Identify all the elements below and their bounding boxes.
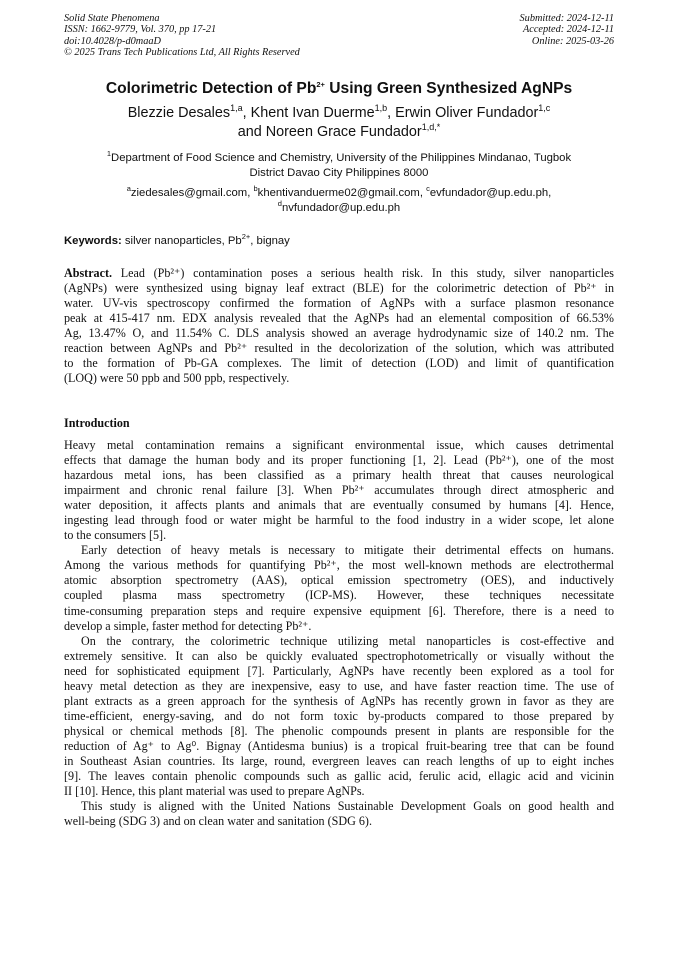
text-line: plant extracts as a green approach for the synthesis of AgNPs has recently grown in favor as they are — [64, 693, 614, 708]
accepted-date: Accepted: 2024-12-11 — [522, 24, 614, 36]
text-line: [9]. The leaves contain phenolic compounds such as gallic acid, ferulic acid, ellagic acid and vicinin — [64, 769, 614, 784]
paragraph-1 — [64, 438, 614, 543]
abstract-line: water. UV-vis spectroscopy confirmed the formation of AgNPs with a surface plasmon resonance — [64, 296, 614, 311]
paragraph-2 — [64, 543, 614, 633]
title-superscript: 2+ — [316, 79, 325, 89]
text-line: in Southeast Asian countries. Its large, round, evergreen leaves can reach lengths of up to eight inches — [64, 753, 614, 768]
text-line: On the contrary, the colorimetric technique utilizing metal nanoparticles is cost-effective and — [81, 633, 614, 648]
text-line: time-consuming preparation steps and require expensive equipment [6]. Therefore, there is a need to — [64, 603, 614, 618]
author-affil-marker: 1,a — [230, 103, 243, 114]
email-address[interactable]: nvfundador@up.edu.ph — [281, 201, 401, 214]
author-affil-marker: 1,d,* — [421, 122, 441, 133]
author-affil-marker: 1,c — [538, 103, 551, 114]
text-line: need for sophisticated equipment [7]. Particularly, AgNPs have recently been explored as a tool for — [64, 663, 614, 678]
author-emails — [0, 186, 678, 215]
abstract-line: (AgNPs) were synthesized using bignay leaf extract (BLE) for the colorimetric detection of Pb²⁺ in — [64, 281, 614, 296]
abstract-line: (LOQ) were 50 ppb and 500 ppb, respectively. — [64, 371, 290, 386]
affiliation-text: Department of Food Science and Chemistry, University of the Philippines Mindanao, Tugbok — [111, 152, 572, 164]
text-line: impairment and chronic renal failure [3]. When Pb²⁺ accumulates through direct atmospheric and — [64, 483, 614, 498]
abstract-label: Abstract. — [64, 266, 113, 280]
abstract-line: reaction between AgNPs and Pb²⁺ resulted in the decolorization of the solution, which was attributed — [64, 341, 614, 356]
paragraph-4 — [64, 799, 614, 829]
title-text: Colorimetric Detection of Pb — [105, 80, 317, 97]
keywords — [64, 232, 290, 247]
introduction-body — [64, 438, 614, 829]
submitted-date: Submitted: 2024-12-11 — [519, 13, 614, 24]
abstract — [64, 266, 614, 386]
text-line: coupled plasma mass spectrometry (ICP-MS). However, these techniques necessitate — [64, 588, 614, 603]
affiliation-line-1 — [0, 151, 678, 166]
text-line: Heavy metal contamination remains a significant environmental issue, which causes detrimental — [64, 438, 614, 452]
online-date: Online: 2025-03-26 — [531, 35, 614, 47]
journal-issn: ISSN: 1662-9779, Vol. 370, pp 17-21 — [64, 24, 217, 36]
text-line: ingesting lead through food or water might be harmful to the food industry in a wider scope, let alone — [64, 513, 614, 528]
author-affil-marker: 1,b — [374, 103, 388, 114]
text-line: Early detection of heavy metals is necessary to mitigate their detrimental effects on humans. — [81, 543, 614, 558]
paragraph-3 — [64, 634, 614, 800]
journal-name: Solid State Phenomena — [64, 13, 160, 24]
email-line-1 — [0, 186, 678, 201]
text-line: II [10]. Hence, this plant material was used to prepare AgNPs. — [64, 784, 365, 799]
email-address[interactable]: khentivanduerme02@gmail.com, — [257, 187, 427, 199]
author-separator: , — [387, 105, 396, 121]
email-marker: b — [253, 184, 258, 194]
journal-header-left — [64, 13, 300, 59]
author-name: Khent Ivan Duerme — [250, 105, 375, 121]
text-line: water deposition, it affects plants and animals that are eventually consumed by humans [4]. Hence, — [64, 498, 614, 513]
journal-header-right — [520, 13, 614, 47]
abstract-line: Ag, 13.47% O, and 11.54% C. DLS analysis showed an average hydrodynamic size of 140.2 nm. The — [64, 326, 614, 341]
keywords-label: Keywords: — [64, 235, 122, 247]
abstract-line: to the formation of Pb-GA complexes. The limit of detection (LOD) and limit of quantification — [64, 356, 614, 371]
affiliation-line-2: District Davao City Philippines 8000 — [249, 166, 429, 179]
keywords-superscript: 2+ — [241, 232, 251, 242]
author-name: Blezzie Desales — [127, 105, 231, 121]
text-line: reduction of Ag⁺ to Ag⁰. Bignay (Antidesma bunius) is a tropical fruit-bearing tree that can be found — [64, 738, 614, 753]
text-line: atomic absorption spectrometry (AAS), optical emission spectrometry (OES), and inductively — [64, 573, 614, 588]
author-separator: , — [242, 105, 251, 121]
text-line: physical or chemical methods [8]. The phenolic compounds present in plants are responsible for the — [64, 723, 614, 738]
text-line: This study is aligned with the United Nations Sustainable Development Goals on good health and — [81, 799, 614, 814]
author-line-2 — [0, 123, 678, 142]
author-name: Erwin Oliver Fundador — [395, 105, 539, 121]
text-line: hazardous metal ions, has been classified as a primary health threat that causes neurological — [64, 468, 614, 483]
abstract-line: peak at 415-417 nm. EDX analysis revealed that the AgNPs had an elemental composition of 66.53% — [64, 311, 614, 326]
text-line: to the consumers [5]. — [64, 528, 167, 543]
affiliation-marker: 1 — [106, 149, 112, 159]
paper-title — [0, 80, 678, 98]
email-marker: d — [277, 198, 282, 208]
journal-copyright: © 2025 Trans Tech Publications Ltd, All Rights Reserved — [64, 47, 300, 59]
abstract-line — [64, 266, 614, 281]
affiliation — [0, 151, 678, 180]
keywords-text: silver nanoparticles, Pb — [121, 235, 242, 247]
email-address[interactable]: ziedesales@gmail.com, — [130, 187, 254, 199]
email-marker: c — [426, 184, 430, 194]
journal-doi: doi:10.4028/p-d0maaD — [64, 35, 161, 47]
text-line: time-efficient, energy-saving, and do not form toxic by-products compared to those prepared by — [64, 708, 614, 723]
text-line: heavy metal detection as they are inexpensive, easy to use, and have faster reaction time. The use of — [64, 678, 614, 693]
abstract-text: Lead (Pb²⁺) contamination poses a serious health risk. In this study, silver nanoparticles — [112, 266, 614, 280]
email-marker: a — [126, 184, 131, 194]
email-line-2 — [0, 198, 678, 216]
text-line: effects that damage the human body and its proper functioning [1, 2]. Lead (Pb²⁺), one of the most — [64, 453, 614, 468]
author-list — [0, 104, 678, 142]
author-name: and Noreen Grace Fundador — [237, 124, 422, 140]
text-line: well-being (SDG 3) and on clean water and sanitation (SDG 6). — [64, 814, 372, 829]
text-line: develop a simple, faster method for detecting Pb²⁺. — [64, 618, 312, 633]
title-text-end: Using Green Synthesized AgNPs — [324, 80, 573, 97]
author-line-1 — [0, 104, 678, 123]
text-line: extremely sensitive. It can also be quickly evaluated spectrophotometrically or visually without the — [64, 648, 614, 663]
keywords-text-end: , bignay — [250, 235, 290, 247]
section-heading-introduction: Introduction — [64, 416, 130, 430]
text-line: Among the various methods for quantifying Pb²⁺, the most well-known methods are electrothermal — [64, 558, 614, 573]
email-address[interactable]: evfundador@up.edu.ph, — [429, 187, 552, 199]
